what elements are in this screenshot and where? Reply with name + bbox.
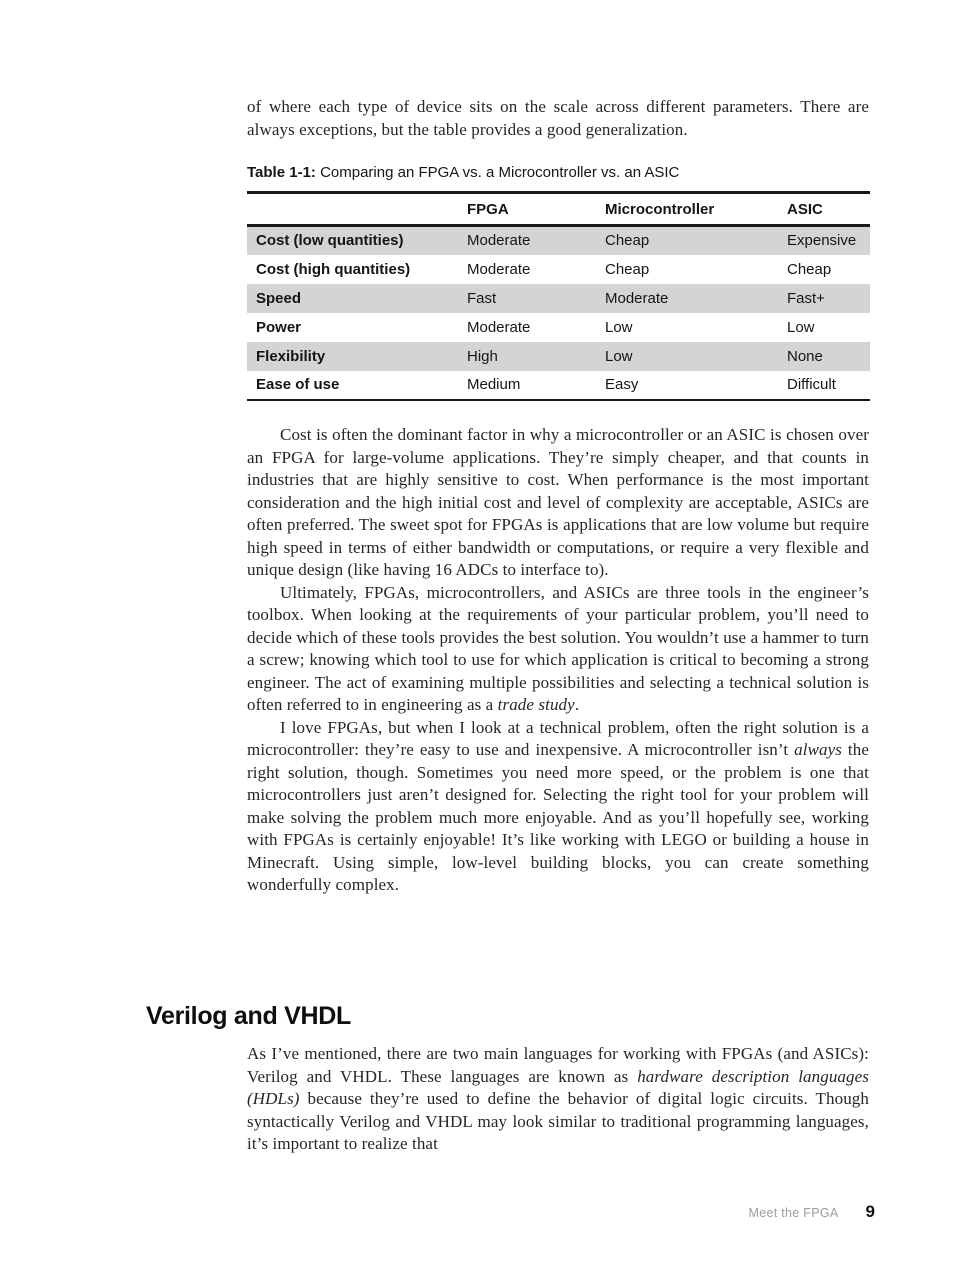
italic-text: always [794, 740, 842, 759]
row-value: Cheap [605, 260, 650, 278]
row-label: Cost (low quantities) [256, 232, 404, 250]
running-head: Meet the FPGA [748, 1206, 839, 1220]
comparison-table [247, 191, 870, 401]
text-segment: Ultimately, FPGAs, microcontrollers, and ASICs are three tools in the engineer’s toolbox. When looking at the requirements of your particular problem, you’ll need to decide which of these tools provides the best solution. You wouldn’t use a hammer to turn a screw; knowing which tool to use for which application is critical to becoming a strong engineer. The act of examining multiple possibilities and selecting a technical solution is often referred to in engineering as a [247, 582, 869, 714]
text-segment: because they’re used to define the behavior of digital logic circuits. Though syntactically Verilog and VHDL may look similar to traditional programming languages, it’s important to realize that [247, 1089, 869, 1153]
italic-text: trade study [497, 695, 575, 714]
row-value: Medium [467, 376, 521, 393]
table-row [247, 313, 870, 342]
row-value: Low [787, 318, 815, 336]
paragraph [247, 717, 869, 897]
row-value: Moderate [467, 260, 531, 278]
row-value: Expensive [787, 232, 857, 250]
body-text-block [247, 424, 869, 897]
text-segment: I love FPGAs, but when I look at a technical problem, often the right solution is a microcontroller: they’re easy to use and inexpensive. A microcontroller isn’t [247, 717, 869, 759]
row-value: Cheap [787, 260, 832, 278]
column-header: ASIC [787, 193, 870, 226]
paragraph [247, 424, 869, 582]
row-value: High [467, 347, 498, 365]
table-caption-text: Comparing an FPGA vs. a Microcontroller vs. an ASIC [320, 164, 680, 181]
row-value: Difficult [787, 376, 836, 393]
row-value: Cheap [605, 232, 650, 250]
table-row [247, 255, 870, 284]
comparison-table-body [247, 226, 870, 400]
row-label: Flexibility [256, 347, 326, 365]
row-value: Fast+ [787, 289, 825, 307]
row-label: Power [256, 318, 302, 336]
table-caption-label: Table 1-1: [247, 164, 316, 181]
text-segment: Cost is often the dominant factor in why a microcontroller or an ASIC is chosen over an FPGA for large-volume applications. They’re simply cheaper, and that counts in industries that are highly sensitive to cost. When performance is the most important consideration and the high initial cost and level of complexity are acceptable, ASICs are often preferred. The sweet spot for FPGAs is applications that are low volume but require high speed in terms of either bandwidth or computations, or require a very flexible and unique design (like having 16 ADCs to interface to). [247, 425, 869, 579]
table-caption [247, 164, 870, 181]
table-row [247, 284, 870, 313]
row-value: Moderate [467, 232, 531, 250]
section-heading: Verilog and VHDL [146, 1002, 351, 1030]
text-segment: the right solution, though. Sometimes you need more speed, or the problem is one that microcontrollers just aren’t designed for. Selecting the right tool for your problem will make solving the problem much more enjoyable. And as you’ll hopefully see, working with FPGAs is certainly enjoyable! It’s like working with LEGO or building a house in Minecraft. Using simple, low-level building blocks, you can create something wonderfully complex. [247, 740, 869, 894]
row-value: Easy [605, 376, 639, 393]
text-segment: . [574, 695, 580, 714]
row-value: Moderate [605, 289, 669, 307]
table-row [247, 342, 870, 371]
row-value: Low [605, 318, 633, 336]
page-footer [748, 1202, 875, 1222]
row-value: Low [605, 347, 633, 365]
paragraph [247, 582, 869, 717]
intro-paragraph [247, 96, 869, 141]
column-header: FPGA [467, 193, 605, 226]
table-header-row [247, 193, 870, 226]
row-value: Moderate [467, 318, 531, 336]
italic-text: hardware description languages (HDLs) [247, 1066, 869, 1108]
column-header [247, 193, 467, 226]
paragraph: of where each type of device sits on the scale across different parameters. There are always exceptions, but the table provides a good generalization. [247, 97, 869, 139]
row-label: Cost (high quantities) [256, 260, 411, 278]
row-label: Ease of use [256, 376, 340, 393]
column-header: Microcontroller [605, 193, 787, 226]
text-segment: As I’ve mentioned, there are two main languages for working with FPGAs (and ASICs): Verilog and VHDL. These languages are known as [247, 1044, 869, 1086]
row-value: Fast [467, 289, 497, 307]
table-row [247, 371, 870, 400]
page-number: 9 [865, 1202, 875, 1221]
row-value: None [787, 347, 823, 365]
paragraph [247, 1043, 869, 1156]
row-label: Speed [256, 289, 302, 307]
table-row [247, 226, 870, 255]
section-paragraph [247, 1043, 869, 1156]
